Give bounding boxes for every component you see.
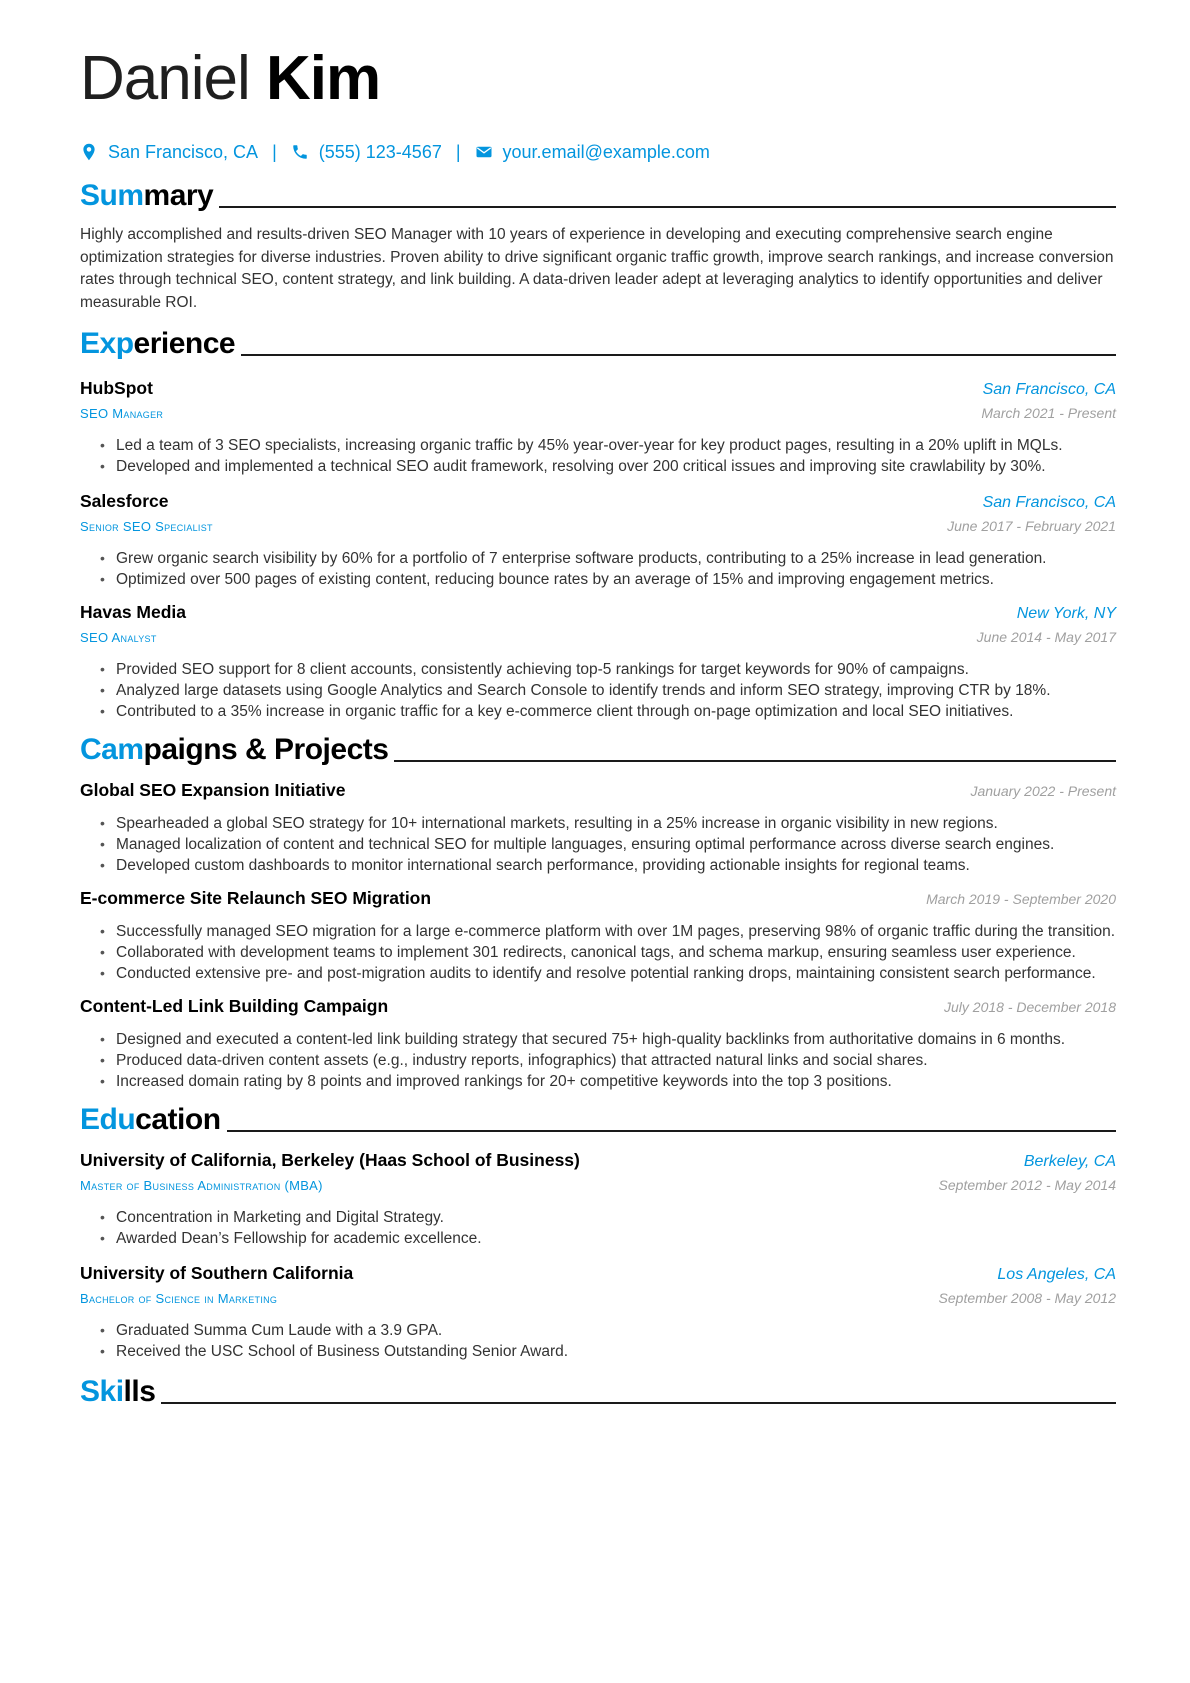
school-location: Los Angeles, CA — [997, 1266, 1116, 1283]
education-dates: September 2012 - May 2014 — [938, 1177, 1116, 1193]
project-bullets — [80, 1029, 1116, 1092]
heading-accent: Sum — [80, 179, 144, 212]
education-entry — [80, 1261, 1116, 1362]
job-dates: March 2021 - Present — [981, 405, 1116, 421]
summary-text: Highly accomplished and results-driven SEO Manager with 10 years of experience in developing and executing comprehensive search engine optimization strategies for diverse industries. Proven ability to drive significant organic traffic growth, improve search rankings, and increase conversion rates through technical SEO, content strategy, and link building. A data-driven leader adept at leveraging analytics to identify opportunities and deliver measurable ROI. — [80, 226, 1114, 311]
job-location: San Francisco, CA — [982, 494, 1116, 511]
experience-entry — [80, 600, 1116, 722]
bullet-item: • Spearheaded a global SEO strategy for 10+ international markets, resulting in a 25% increase in organic visibility in new regions. — [100, 813, 1116, 834]
contact-separator: | — [272, 141, 277, 162]
bullet-item: • Conducted extensive pre- and post-migration audits to identify and resolve potential ranking drops, maintaining consistent search performance. — [100, 963, 1116, 984]
contact-separator: | — [455, 141, 461, 162]
job-bullets — [80, 548, 1116, 590]
heading-rest: mary — [143, 179, 214, 212]
company-name: Havas Media — [80, 602, 187, 622]
bullet-item: • Designed and executed a content-led link building strategy that secured 75+ high-quality backlinks from authoritative domains in 6 months. — [100, 1029, 1116, 1050]
email-link[interactable]: your.email@example.com — [502, 141, 710, 162]
heading-rest: cation — [135, 1103, 221, 1136]
school-name: University of California, Berkeley (Haas School of Business) — [80, 1150, 580, 1170]
map-marker-icon — [80, 143, 98, 161]
project-title: Global SEO Expansion Initiative — [80, 780, 346, 800]
bullet-item: • Graduated Summa Cum Laude with a 3.9 GPA. — [100, 1320, 1116, 1341]
experience-entry — [80, 489, 1116, 590]
location-text: San Francisco, CA — [108, 141, 259, 162]
phone-icon — [291, 143, 309, 161]
bullet-item: • Contributed to a 35% increase in organic traffic for a key e-commerce client through on-page optimization and local SEO initiatives. — [100, 701, 1116, 722]
bullet-item: • Analyzed large datasets using Google Analytics and Search Console to identify trends and inform SEO strategy, improving CTR by 18%. — [100, 680, 1116, 701]
section-heading-summary — [80, 178, 1116, 214]
section-heading-experience — [80, 326, 1116, 362]
phone-text[interactable]: (555) 123-4567 — [318, 141, 442, 162]
job-bullets — [80, 659, 1116, 722]
project-dates: July 2018 - December 2018 — [944, 999, 1116, 1015]
contact-phone[interactable] — [291, 142, 442, 163]
contact-bar — [80, 140, 1116, 164]
section-heading-skills — [80, 1374, 1116, 1410]
bullet-item: • Managed localization of content and technical SEO for multiple languages, ensuring optimal performance across diverse search engines. — [100, 834, 1116, 855]
heading-rest: lls — [123, 1375, 156, 1408]
heading-accent: Ski — [80, 1375, 124, 1408]
degree: Bachelor of Science in Marketing — [80, 1291, 278, 1306]
heading-rule — [219, 206, 1116, 208]
bullet-item: • Concentration in Marketing and Digital Strategy. — [100, 1207, 1116, 1228]
heading-rule — [394, 760, 1116, 762]
heading-rest: paigns & Projects — [143, 733, 389, 766]
section-heading-projects — [80, 732, 1116, 768]
contact-email[interactable] — [475, 142, 710, 163]
job-dates: June 2014 - May 2017 — [976, 629, 1116, 645]
project-bullets — [80, 921, 1116, 984]
project-dates: January 2022 - Present — [970, 783, 1116, 799]
heading-accent: Edu — [80, 1103, 136, 1136]
envelope-icon — [475, 143, 493, 161]
heading-rest: erience — [133, 327, 236, 360]
bullet-item: • Developed and implemented a technical SEO audit framework, resolving over 200 critical issues and improving site crawlability by 30%. — [100, 456, 1116, 477]
bullet-item: • Increased domain rating by 8 points and improved rankings for 20+ competitive keywords into the top 3 positions. — [100, 1071, 1116, 1092]
project-dates: March 2019 - September 2020 — [926, 891, 1116, 907]
project-entry — [80, 778, 1116, 876]
heading-accent: Exp — [80, 327, 134, 360]
company-name: HubSpot — [80, 378, 153, 398]
heading-accent: Cam — [80, 733, 144, 766]
bullet-item: • Produced data-driven content assets (e.g., industry reports, infographics) that attracted natural links and social shares. — [100, 1050, 1116, 1071]
project-title: Content-Led Link Building Campaign — [80, 996, 389, 1016]
bullet-item: • Successfully managed SEO migration for a large e-commerce platform with over 1M pages, preserving 98% of organic traffic during the transition. — [100, 921, 1116, 942]
degree: Master of Business Administration (MBA) — [80, 1178, 323, 1193]
job-title: SEO Analyst — [80, 630, 157, 645]
education-entry — [80, 1148, 1116, 1249]
candidate-name — [80, 40, 1116, 118]
project-bullets — [80, 813, 1116, 876]
contact-location — [80, 142, 258, 163]
job-dates: June 2017 - February 2021 — [947, 518, 1116, 534]
bullet-item: • Provided SEO support for 8 client accounts, consistently achieving top-5 rankings for target keywords for 90% of campaigns. — [100, 659, 1116, 680]
school-name: University of Southern California — [80, 1263, 354, 1283]
section-heading-education — [80, 1102, 1116, 1138]
heading-rule — [227, 1130, 1116, 1132]
bullet-item: • Received the USC School of Business Outstanding Senior Award. — [100, 1341, 1116, 1362]
job-title: SEO Manager — [80, 406, 164, 421]
education-bullets — [80, 1207, 1116, 1249]
bullet-item: • Optimized over 500 pages of existing content, reducing bounce rates by an average of 15% and improving engagement metrics. — [100, 569, 1116, 590]
job-location: San Francisco, CA — [982, 381, 1116, 398]
heading-rule — [161, 1402, 1116, 1404]
bullet-item: • Developed custom dashboards to monitor international search performance, providing actionable insights for regional teams. — [100, 855, 1116, 876]
education-dates: September 2008 - May 2012 — [938, 1290, 1116, 1306]
school-location: Berkeley, CA — [1023, 1153, 1116, 1170]
last-name: Kim — [266, 44, 381, 113]
education-bullets — [80, 1320, 1116, 1362]
job-bullets — [80, 435, 1116, 477]
job-location: New York, NY — [1016, 605, 1116, 622]
bullet-item: • Led a team of 3 SEO specialists, increasing organic traffic by 45% year-over-year for key product pages, resulting in a 20% uplift in MQLs. — [100, 435, 1116, 456]
project-entry — [80, 886, 1116, 984]
company-name: Salesforce — [80, 491, 169, 511]
heading-rule — [241, 354, 1116, 356]
first-name: Daniel — [80, 44, 250, 113]
resume-page — [80, 40, 1116, 1410]
bullet-item: • Awarded Dean’s Fellowship for academic excellence. — [100, 1228, 1116, 1249]
project-title: E-commerce Site Relaunch SEO Migration — [80, 888, 432, 908]
job-title: Senior SEO Specialist — [80, 519, 213, 534]
bullet-item: • Grew organic search visibility by 60% for a portfolio of 7 enterprise software products, contributing to a 25% increase in lead generation. — [100, 548, 1116, 569]
bullet-item: • Collaborated with development teams to implement 301 redirects, canonical tags, and schema markup, ensuring seamless user experience. — [100, 942, 1116, 963]
project-entry — [80, 994, 1116, 1092]
experience-entry — [80, 376, 1116, 477]
